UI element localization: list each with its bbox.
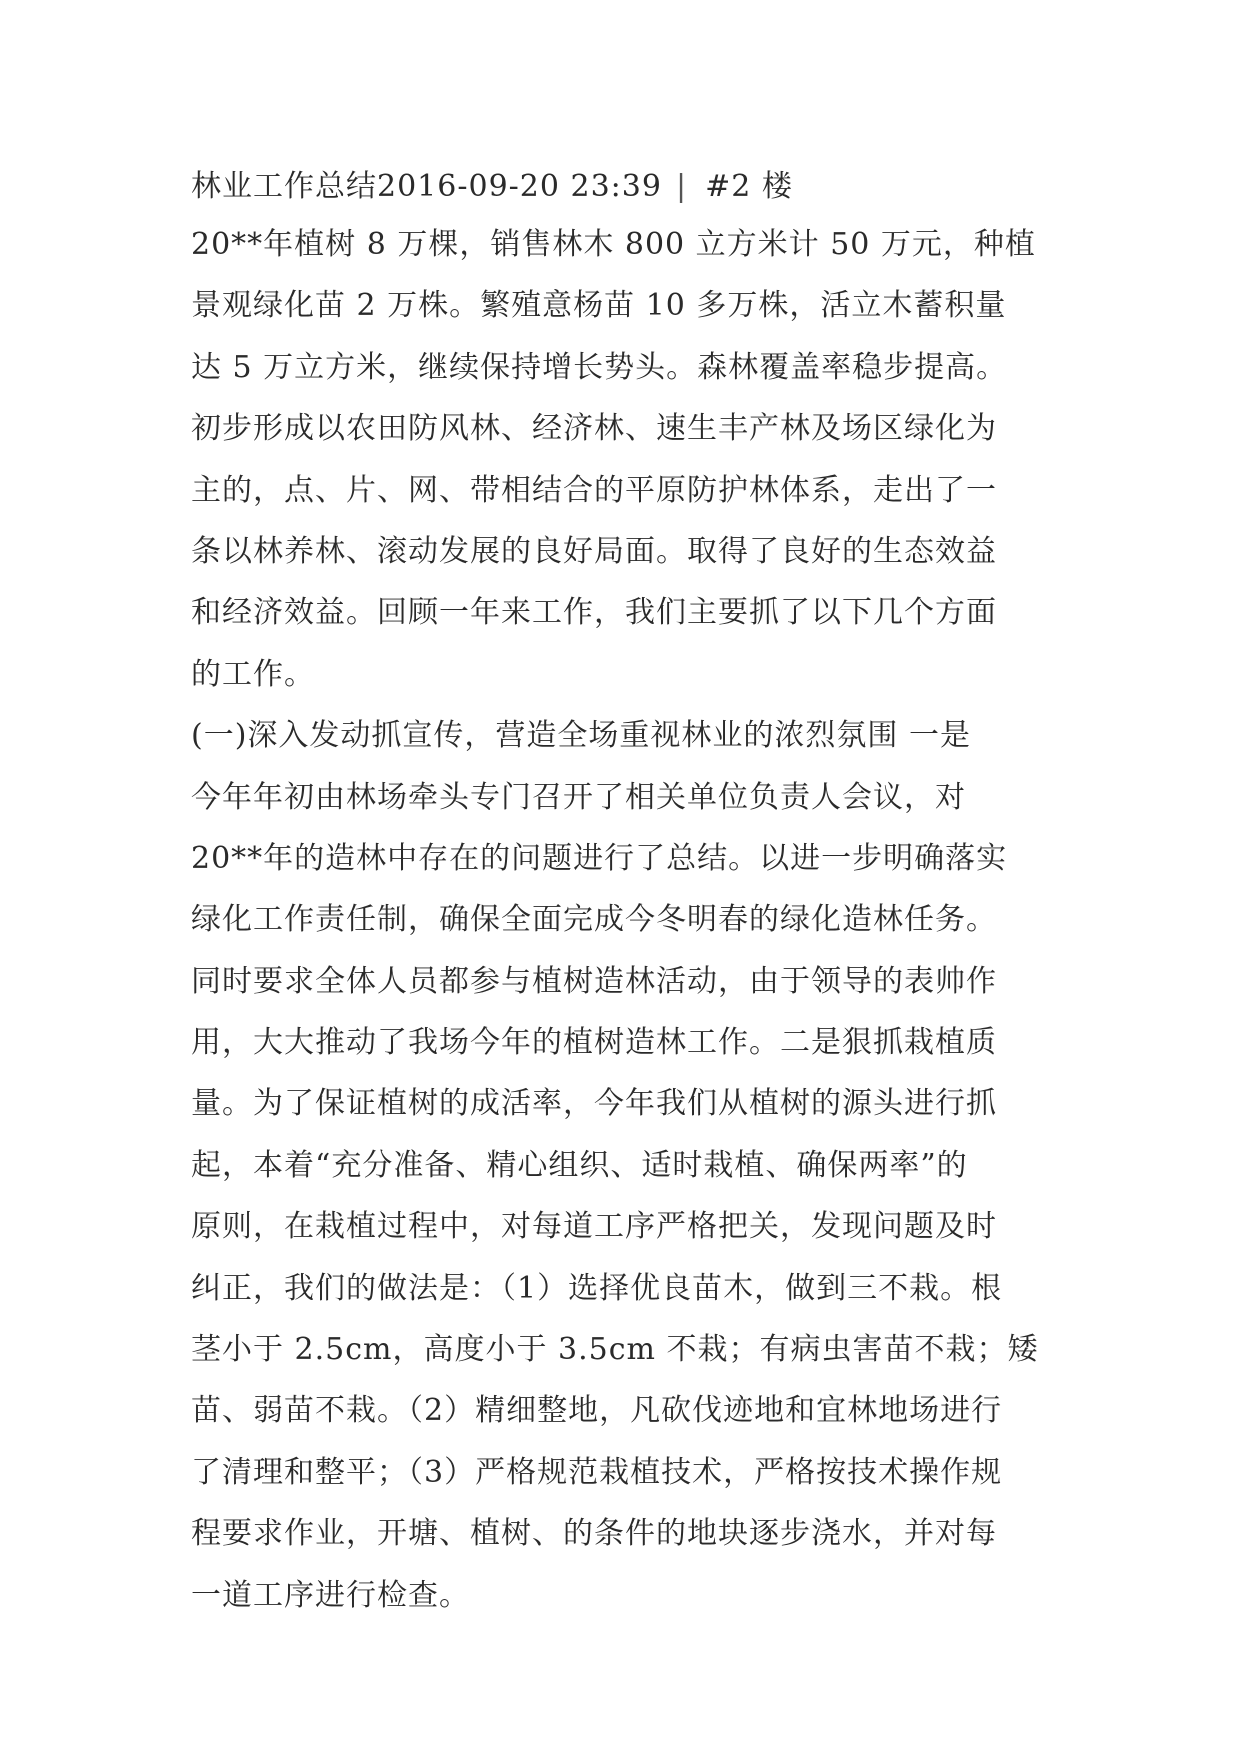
- text-line: 20**年的造林中存在的问题进行了总结。以进一步明确落实: [191, 840, 1008, 876]
- floor-label: #2 楼: [705, 169, 793, 204]
- text-line: 绿化工作责任制，确保全面完成今冬明春的绿化造林任务。: [191, 902, 997, 938]
- post-title: 林业工作总结: [191, 169, 377, 204]
- text-line: 同时要求全体人员都参与植树造林活动，由于领导的表帅作: [191, 963, 997, 999]
- text-line: 程要求作业，开塘、植树、的条件的地块逐步浇水，并对每: [191, 1516, 997, 1552]
- text-line: 量。为了保证植树的成活率，今年我们从植树的源头进行抓: [191, 1086, 997, 1122]
- text-line: 纠正，我们的做法是：（1）选择优良苗木，做到三不栽。根: [191, 1270, 1003, 1306]
- text-line: 苗、弱苗不栽。（2）精细整地，凡砍伐迹地和宜林地场进行: [191, 1393, 1003, 1429]
- text-line: 一道工序进行检查。: [191, 1577, 470, 1613]
- document-content: [191, 160, 1071, 1626]
- text-line: 景观绿化苗 2 万株。繁殖意杨苗 10 多万株，活立木蓄积量: [191, 288, 1007, 324]
- text-line: 用，大大推动了我场今年的植树造林工作。二是狠抓栽植质: [191, 1025, 997, 1061]
- text-line: 了清理和整平；（3）严格规范栽植技术，严格按技术操作规: [191, 1454, 1003, 1490]
- text-line: 主的，点、片、网、带相结合的平原防护林体系，走出了一: [191, 472, 997, 508]
- text-line: 今年年初由林场牵头专门召开了相关单位负责人会议，对: [191, 779, 966, 815]
- text-line: 的工作。: [191, 656, 315, 692]
- body-text: [191, 214, 1071, 1626]
- text-line: 原则，在栽植过程中，对每道工序严格把关，发现问题及时: [191, 1209, 997, 1245]
- text-line: 起，本着“充分准备、精心组织、适时栽植、确保两率”的: [191, 1147, 968, 1183]
- text-line: 20**年植树 8 万棵，销售林木 800 立方米计 50 万元，种植: [191, 227, 1036, 262]
- text-line: 条以林养林、滚动发展的良好局面。取得了良好的生态效益: [191, 533, 997, 569]
- text-line: 达 5 万立方米，继续保持增长势头。森林覆盖率稳步提高。: [191, 349, 1008, 385]
- header-separator: |: [675, 169, 688, 204]
- text-line: 和经济效益。回顾一年来工作，我们主要抓了以下几个方面: [191, 595, 997, 631]
- text-line: 初步形成以农田防风林、经济林、速生丰产林及场区绿化为: [191, 411, 997, 447]
- post-datetime: 2016-09-20 23:39: [377, 169, 662, 204]
- section-heading-line: (一)深入发动抓宣传，营造全场重视林业的浓烈氛围 一是: [191, 718, 971, 754]
- text-line: 茎小于 2.5cm，高度小于 3.5cm 不栽；有病虫害苗不栽；矮: [191, 1332, 1039, 1368]
- post-header: [191, 160, 1071, 214]
